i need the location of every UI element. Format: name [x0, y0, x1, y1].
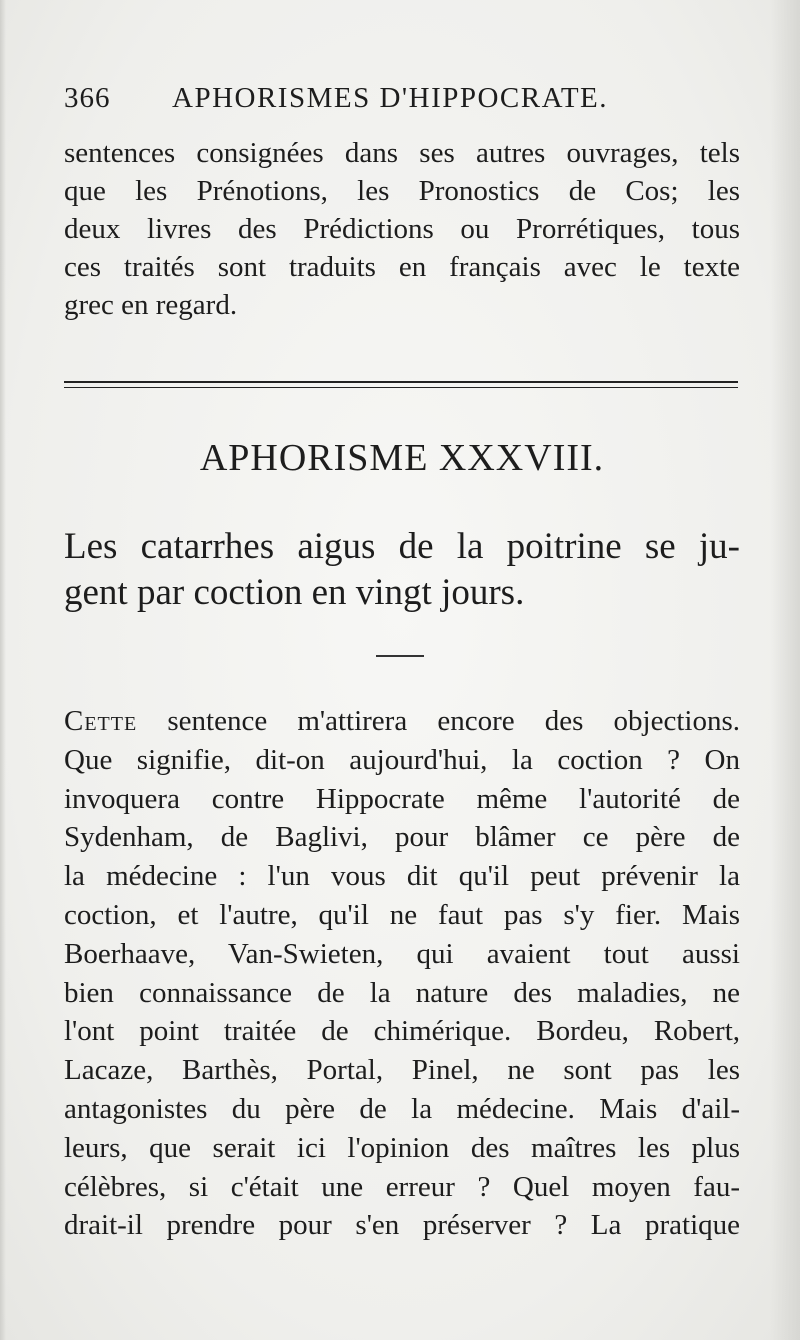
text-line: Boerhaave, Van-Swieten, qui avaient tout aussi — [64, 937, 740, 970]
first-line-text: sentence m'attirera encore des objections. — [137, 705, 740, 737]
intro-paragraph — [64, 134, 740, 324]
text-line: grec en regard. — [64, 289, 238, 321]
text-line: leurs, que serait ici l'opinion des maîtres les plus — [64, 1131, 740, 1164]
page-header — [64, 82, 744, 122]
text-line: la médecine : l'un vous dit qu'il peut prévenir la — [64, 860, 740, 893]
text-line: deux livres des Prédictions ou Prorrétiques, tous — [64, 213, 740, 245]
aphorism-line: Les catarrhes aigus de la poitrine se ju- — [64, 526, 740, 567]
text-line: ces traités sont traduits en français avec le texte — [64, 251, 740, 283]
text-line: sentences consignées dans ses autres ouvrages, tels — [64, 137, 740, 169]
text-line: Que signifie, dit-on aujourd'hui, la coction ? On — [64, 743, 740, 776]
aphorism-title: APHORISME XXXVIII. — [199, 437, 605, 479]
text-line: l'ont point traitée de chimérique. Bordeu, Robert, — [64, 1015, 740, 1048]
text-line: drait-il prendre pour s'en préserver ? La pratique — [64, 1209, 740, 1242]
text-line: bien connaissance de la nature des maladies, ne — [64, 976, 740, 1009]
section-rule-thin — [64, 387, 738, 388]
text-line: que les Prénotions, les Pronostics de Cos; les — [64, 175, 740, 207]
page-edge-shadow-left — [0, 0, 6, 1340]
text-line: coction, et l'autre, qu'il ne faut pas s'y fier. Mais — [64, 898, 740, 931]
page-number: 366 — [64, 82, 111, 114]
text-line: célèbres, si c'était une erreur ? Quel moyen fau- — [64, 1170, 740, 1203]
commentary-paragraph — [64, 702, 740, 1245]
aphorism-text — [64, 524, 740, 616]
text-line: Sydenham, de Baglivi, pour blâmer ce père de — [64, 821, 740, 854]
section-rule-thick — [64, 381, 738, 383]
aphorism-line: gent par coction en vingt jours. — [64, 572, 525, 613]
drop-word: Cette — [64, 705, 138, 737]
page-edge-shadow-right — [770, 0, 800, 1340]
text-line: invoquera contre Hippocrate même l'autorité de — [64, 782, 740, 815]
section-divider — [376, 655, 424, 657]
text-line: Lacaze, Barthès, Portal, Pinel, ne sont pas les — [64, 1054, 740, 1087]
running-head: APHORISMES D'HIPPOCRATE. — [172, 82, 609, 114]
text-line: antagonistes du père de la médecine. Mais d'ail- — [64, 1092, 740, 1125]
text-line — [64, 702, 740, 741]
